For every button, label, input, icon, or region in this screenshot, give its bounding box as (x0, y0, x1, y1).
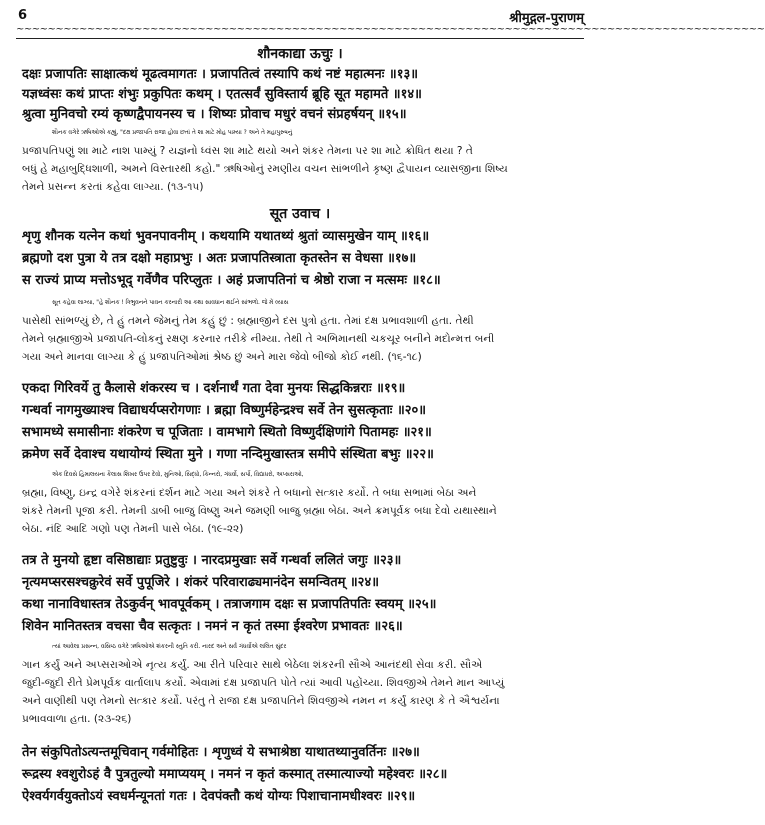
gloss-line: તેમને બ્રહ્માજીએ પ્રજાપતિ-લોકનું રક્ષણ કરનાર તરીકે નીમ્યા. તેથી તે અભિમાનથી ચકચૂર બનીને મદોન્મત્ત બની (22, 333, 495, 345)
gujarati-gloss-13-15 (22, 124, 582, 196)
ornamental-border: ~~~~~~~~~~~~~~~~~~~~~~~~~~~~~~~~~~~~~~~~~~~~~~~~~~~~~~~~~~~~~~~~~~~~~~~~~~~~~~~~~~~~~~~~~~~~~~~ (16, 24, 765, 35)
verse-23: तत्र ते मुनयो हृष्टा वसिष्ठाद्याः प्रतुष्टुवुः । नारदप्रमुखाः सर्वे गन्धर्वा ललितं जगुः ॥२३॥ (22, 553, 402, 568)
gujarati-gloss-16-18 (22, 294, 582, 366)
gloss-line: બધું હે મહાબુદ્ધિશાળી, અમને વિસ્તારથી કહો." ઋષિઓનું રમણીય વચન સાંભળીને કૃષ્ણ દ્વૈપાયન વ્યાસજીના શિષ્ય (22, 163, 508, 175)
verse-18: स राज्यं प्राप्य मत्तोऽभूद् गर्वेणैव परिप्लुतः । अहं प्रजापतिनां च श्रेष्ठो राजा न मत्समः ॥१८॥ (22, 273, 441, 288)
page-number: 6 (18, 8, 28, 23)
verse-13: दक्षः प्रजापतिः साक्षात्कथं मूढत्वमागतः । प्रजापतित्वं तस्यापि कथं नष्टं महात्मनः ॥१३॥ (22, 67, 419, 82)
verse-16: शृणु शौनक यत्नेन कथां भुवनपावनीम् । कथयामि यथातथ्यं श्रुतां व्यासमुखेन याम् ॥१६॥ (22, 229, 430, 244)
verse-21: सभामध्ये समासीनाः शंकरेण च पूजिताः । वामभागे स्थितो विष्णुर्दक्षिणांगे पितामहः ॥२१॥ (22, 425, 432, 440)
gloss-line: સૂત કહેવા લાગ્યા, "હે શૌનક ! ત્રિભુવનને પાવન કરનારી આ કથા સાવધાન થઈને સાંભળો. જે મેં વ્યાસ (52, 300, 289, 306)
verse-20: गन्धर्वा नागमुख्याश्च विद्याधर्यप्सरोगणाः । ब्रह्मा विष्णुर्महेन्द्रश्च सर्वे तेन सुसत्कृताः ॥२०॥ (22, 403, 427, 418)
gloss-line: અને વાણીથી પણ તેમનો સત્કાર કર્યો. પરંતુ તે રાજા દક્ષ પ્રજાપતિને શિવજીએ નમન ન કર્યું કારણ કે તે ઐશ્વર્યના (22, 695, 500, 707)
gloss-line: બેઠા. નંદિ આદિ ગણો પણ તેમની પાસે બેઠા. (૧૯-૨૨) (22, 523, 244, 535)
gloss-line: તેમને પ્રસન્ન કરતાં કહેવા લાગ્યા. (૧૩-૧૫) (22, 181, 204, 193)
gloss-line: પ્રજાપતિપણું શા માટે નાશ પામ્યું ? યજ્ઞનો ધ્વંસ શા માટે થયો અને શંકર તેમના પર શા માટે ક્રોધિત થયા ? તે (22, 145, 473, 157)
verse-25: कथा नानाविधास्तत्र तेऽकुर्वन् भावपूर्वकम् । तत्राजगाम दक्षः स प्रजापतिपतिः स्वयम् ॥२५॥ (22, 597, 437, 612)
verse-19: एकदा गिरिवर्ये तु कैलासे शंकरस्य च । दर्शनार्थं गता देवा मुनयः सिद्धकिन्नराः ॥१९॥ (22, 381, 406, 396)
verse-22: क्रमेण सर्वे देवाश्च यथायोग्यं स्थिता मुने । गणा नन्दिमुखास्तत्र समीपे संस्थिता बभुः ॥२२॥ (22, 447, 434, 462)
gloss-line: જુદી-જુદી રીતે પ્રેમપૂર્વક વાર્તાલાપ કર્યો. એવામાં દક્ષ પ્રજાપતિ પોતે ત્યાં આવી પહોંચ્યા. શિવજીએ તેમને માન આપ્યું (22, 677, 505, 689)
gujarati-gloss-23-26 (22, 638, 582, 728)
gloss-line: ગાન કર્યું અને અપ્સરાઓએ નૃત્ય કર્યું. આ રીતે પરિવાર સાથે બેઠેલા શંકરની સૌએ આનંદથી સેવા કરી. સૌએ (22, 659, 483, 671)
verse-26: शिवेन मानितस्तत्र वचसा चैव सत्कृतः । नमनं न कृतं तस्मा ईश्वरेण प्रभावतः ॥२६॥ (22, 619, 403, 634)
section-heading: सूत उवाच । (269, 206, 331, 222)
verse-17: ब्रह्मणो दश पुत्रा ये तत्र दक्षो महाप्रभुः । अतः प्रजापतिस्त्राता कृतस्तेन स वेधसा ॥१७॥ (22, 251, 417, 266)
verse-29: ऐश्वर्यगर्वयुक्तोऽयं स्वधर्मन्यूनतां गतः । देवपंक्तौ कथं योग्यः पिशाचानामधीश्वरः ॥२९॥ (22, 789, 416, 804)
verse-28: रूद्रस्य श्वशुरोऽहं वै पुत्रतुल्यो ममाप्ययम् । नमनं न कृतं कस्मात् तस्मात्याज्यो महेश्वरः ॥२८॥ (22, 767, 448, 782)
gloss-line: શૌનક વગેરે ઋષિઓએ કહ્યું, "દક્ષ પ્રજાપતિ રાજા હોવા છતાં તે શા માટે મોહ પામ્યા ? અને તે મહાપુરુષનું (52, 130, 293, 136)
gloss-line: એક દિવસે હિમાલયના કૈલાસ શિખર ઉપર દેવો, મુનિઓ, સિદ્ધો, કિન્નરો, ગંધર્વો, સર્પો, વિદ્યાધરો, અપ્સરાઓ, (52, 472, 304, 478)
book-title: श्रीमुद्गल-पुराणम् (509, 11, 584, 26)
verse-27: तेन संकुपितोऽत्यन्तमूचिवान् गर्वमोहितः । शृणुध्वं ये सभाश्रेष्ठा याथातथ्यानुवर्तिनः ॥२७॥ (22, 745, 420, 760)
verse-15: श्रुत्वा मुनिवचो रम्यं कृष्णद्वैपायनस्य च । शिष्यः प्रोवाच मधुरं वचनं संप्रहर्षयन् ॥१५॥ (22, 107, 407, 122)
gloss-line: પાસેથી સાંભળ્યું છે, તે હું તમને જેમનું તેમ કહું છું : બ્રહ્માજીને દસ પુત્રો હતા. તેમાં દક્ષ પ્રભાવશાળી હતા. તેથી (22, 315, 474, 327)
header-rule (16, 38, 584, 39)
gujarati-gloss-19-22 (22, 466, 582, 538)
gloss-line: બ્રહ્મા, વિષ્ણુ, ઇન્દ્ર વગેરે શંકરનાં દર્શન માટે ગયા અને શંકરે તે બધાનો સત્કાર કર્યો. તે બધા સભામાં બેઠા અને (22, 487, 477, 499)
gloss-line: શંકરે તેમની પૂજા કરી. તેમની ડાબી બાજુ વિષ્ણુ અને જમણી બાજુ બ્રહ્મા બેઠા. અને ક્રમપૂર્વક બધા દેવો યથાસ્થાને (22, 505, 497, 517)
verse-14: यज्ञध्वंसः कथं प्राप्तः शंभुः प्रकुपितः कथम् । एतत्सर्वं सुविस्तार्य ब्रूहि सूत महामते ॥१४॥ (22, 87, 422, 102)
section-heading: शौनकाद्या ऊचुः । (257, 46, 343, 62)
verse-24: नृत्यमप्सरसश्चक्रुरेवं सर्वे पुपूजिरे । शंकरं परिवाराढ्यमानंदेन समन्वितम् ॥२४॥ (22, 575, 379, 590)
gloss-line: ત્યાં આવેલા પ્રસન્ન, વસિષ્ઠ વગેરે ઋષિઓએ શંકરની સ્તુતિ કરી. નારદ અને સર્વ ગંધર્વોએ લલિત સુંદર (52, 644, 287, 650)
gloss-line: પ્રભાવવાળા હતા. (૨૩-૨૬) (22, 713, 132, 725)
gloss-line: ગયા અને માનવા લાગ્યા કે હું પ્રજાપતિઓમાં શ્રેષ્ઠ છું અને મારા જેવો બીજો કોઈ નથી. (૧૬-૧૮) (22, 351, 422, 363)
